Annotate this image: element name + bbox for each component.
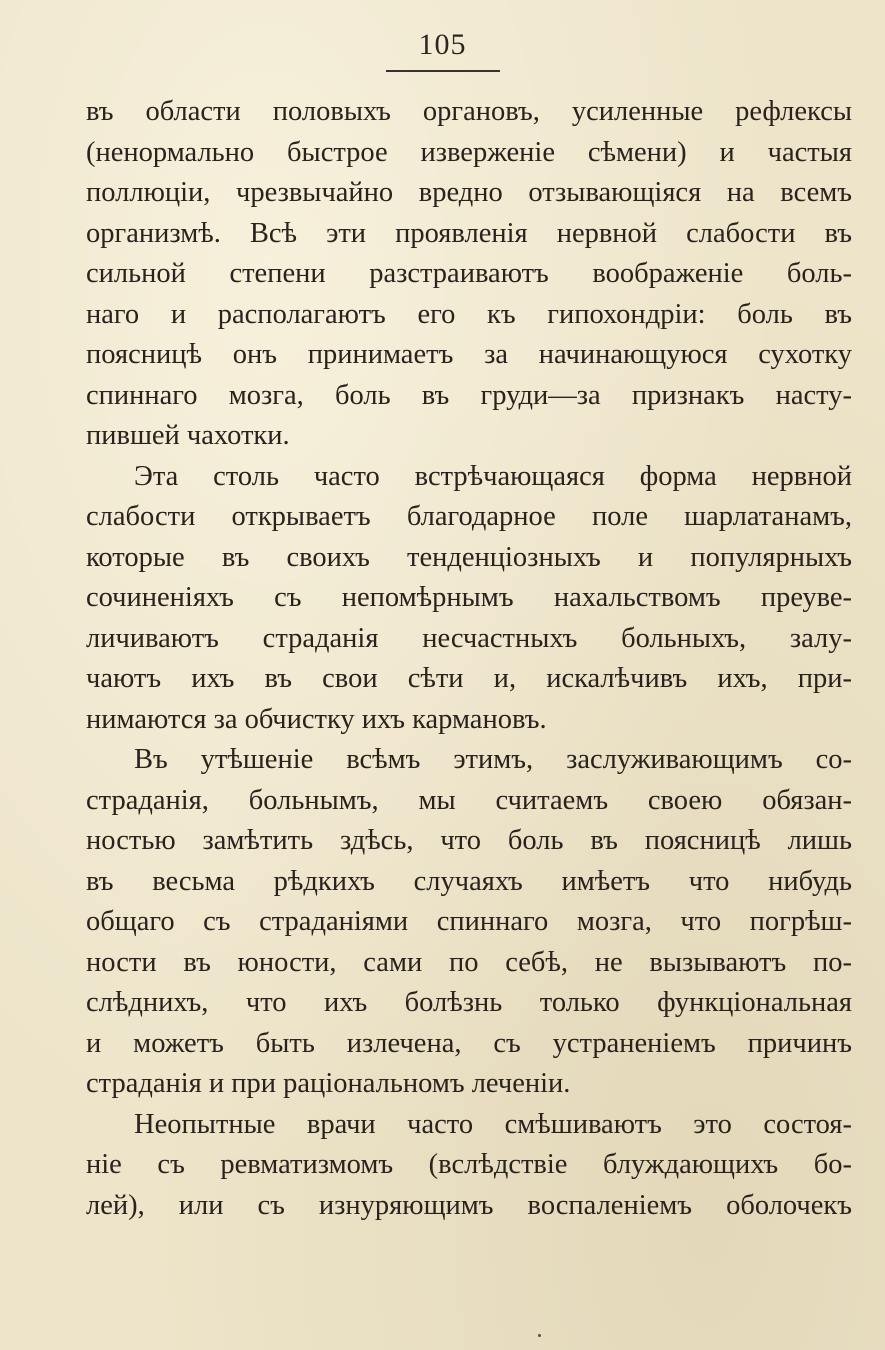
paragraph [86,740,852,1105]
text-line: Неопытные врачи часто смѣшиваютъ это состоя- [134,1108,852,1140]
text-line: личиваютъ страданія несчастныхъ больныхъ, залу- [86,622,852,654]
text-line: въ области половыхъ органовъ, усиленные рефлексы [86,96,852,127]
text-line: наго и располагаютъ его къ гипохондріи: боль въ [86,298,852,330]
text-line: организмѣ. Всѣ эти проявленія нервной слабости въ [86,217,852,249]
text-line: (ненормально быстрое изверженіе сѣмени) и частыя [86,136,852,168]
text-line: страданія, больнымъ, мы считаемъ своею обязан- [86,784,852,816]
text-line: сочиненіяхъ съ непомѣрнымъ нахальствомъ преуве- [86,582,852,613]
text-line: страданія и при раціональномъ леченіи. [86,1068,571,1099]
text-line: общаго съ страданіями спиннаго мозга, что погрѣш- [86,906,852,937]
text-line: и можетъ быть излечена, съ устраненіемъ причинъ [86,1027,852,1059]
text-line: ности въ юности, сами по себѣ, не вызываютъ по- [86,946,852,978]
text-line: слабости открываетъ благодарное поле шарлатанамъ, [86,501,852,532]
text-line: Эта столь часто встрѣчающаяся форма нервной [134,460,852,492]
paragraph [86,457,852,741]
text-line: лей), или съ изнуряющимъ воспаленіемъ оболочекъ [86,1189,852,1221]
text-line: поясницѣ онъ принимаетъ за начинающуюся сухотку [86,339,852,370]
text-line: ніе съ ревматизмомъ (вслѣдствіе блуждающихъ бо- [86,1149,852,1180]
ink-speck [538,1334,541,1337]
paragraph [86,92,852,457]
text-line: нимаются за обчистку ихъ кармановъ. [86,703,547,735]
header-rule [386,70,500,72]
text-line: которые въ своихъ тенденціозныхъ и популярныхъ [86,541,852,573]
text-line: сильной степени разстраиваютъ воображеніе боль- [86,258,852,289]
page-number: 105 [418,28,467,61]
text-line: въ весьма рѣдкихъ случаяхъ имѣетъ что нибудь [86,865,852,897]
text-line: слѣднихъ, что ихъ болѣзнь только функціональная [86,987,852,1018]
body-text [86,92,852,1226]
text-line: ностью замѣтить здѣсь, что боль въ поясницѣ лишь [86,825,852,856]
text-line: Въ утѣшеніе всѣмъ этимъ, заслуживающимъ со- [134,744,852,775]
text-line: спиннаго мозга, боль въ груди—за признакъ насту- [86,379,852,411]
text-line: поллюціи, чрезвычайно вредно отзывающіяся на всемъ [86,177,852,208]
paragraph [86,1105,852,1227]
text-line: чаютъ ихъ въ свои сѣти и, искалѣчивъ ихъ, при- [86,663,852,694]
text-line: пившей чахотки. [86,420,290,451]
